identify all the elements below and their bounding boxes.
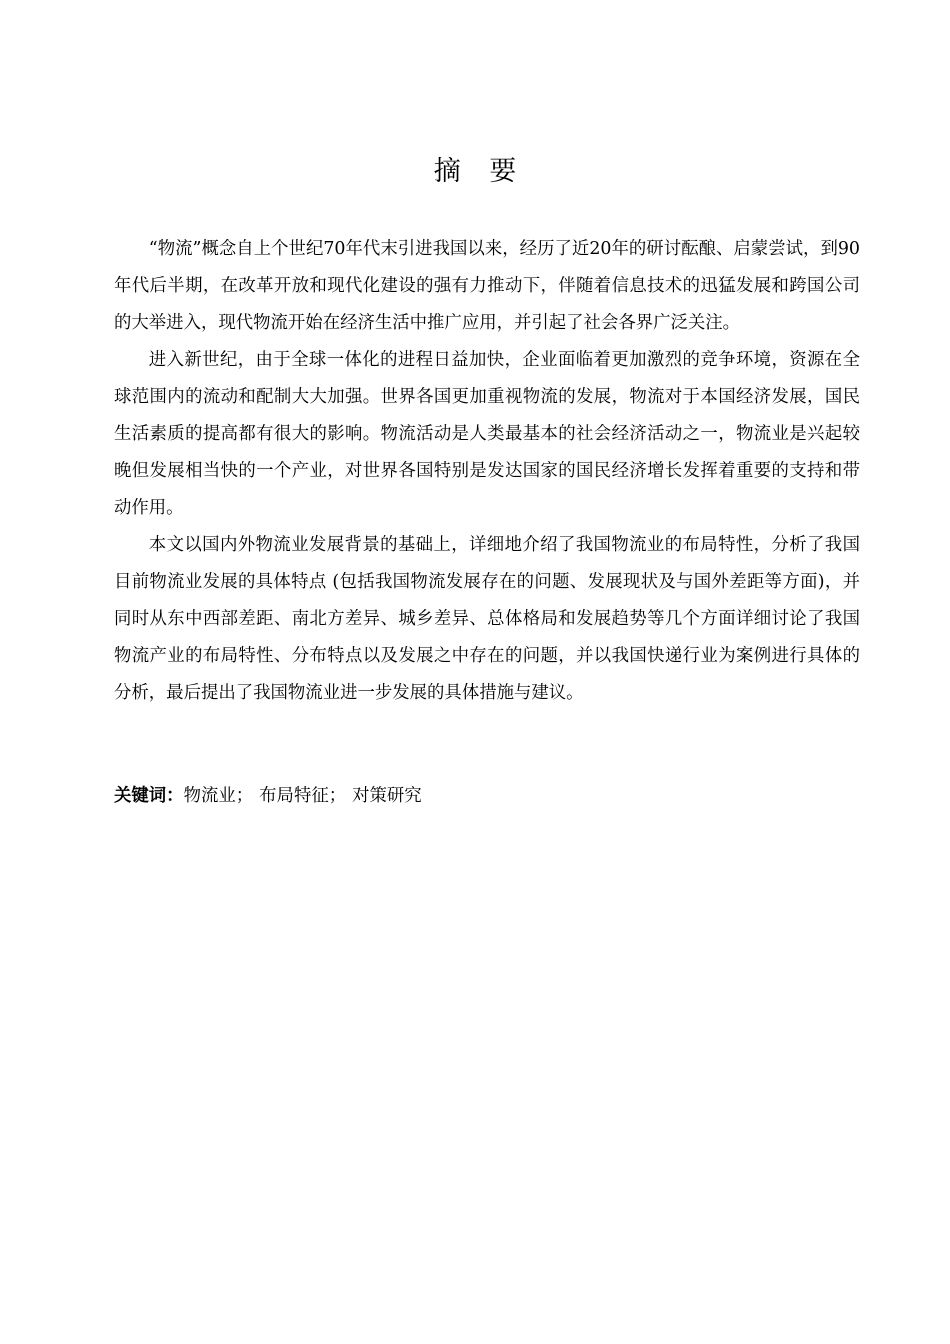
abstract-title: 摘 要 xyxy=(433,156,527,187)
keywords-line xyxy=(114,778,860,815)
keywords-label: 关键词： xyxy=(114,786,184,806)
keyword-3: 对策研究 xyxy=(352,786,422,806)
abstract-paragraph-1: “物流”概念自上个世纪70年代末引进我国以来，经历了近20年的研讨酝酿、启蒙尝试，到90年代后半期，在改革开放和现代化建设的强有力推动下，伴随着信息技术的迅猛发展和跨国公司的大举进入，现代物流开始在经济生活中推广应用，并引起了社会各界广泛关注。 xyxy=(114,239,860,333)
abstract-body xyxy=(114,231,860,712)
keyword-2: 布局特征； xyxy=(259,786,347,806)
abstract-paragraph-2: 进入新世纪，由于全球一体化的进程日益加快，企业面临着更加激烈的竞争环境，资源在全球范围内的流动和配制大大加强。世界各国更加重视物流的发展，物流对于本国经济发展，国民生活素质的提高都有很大的影响。物流活动是人类最基本的社会经济活动之一，物流业是兴起较晚但发展相当快的一个产业，对世界各国特别是发达国家的国民经济增长发挥着重要的支持和带动作用。 xyxy=(114,350,860,518)
abstract-paragraph-3: 本文以国内外物流业发展背景的基础上，详细地介绍了我国物流业的布局特性，分析了我国目前物流业发展的具体特点 (包括我国物流发展存在的问题、发展现状及与国外差距等方面)，并同时从东中西部差距、南北方差异、城乡差异、总体格局和发展趋势等几个方面详细讨论了我国物流产业的布局特性、分布特点以及发展之中存在的问题，并以我国快递行业为案例进行具体的分析，最后提出了我国物流业进一步发展的具体措施与建议。 xyxy=(114,535,860,703)
keyword-1: 物流业； xyxy=(183,786,254,806)
